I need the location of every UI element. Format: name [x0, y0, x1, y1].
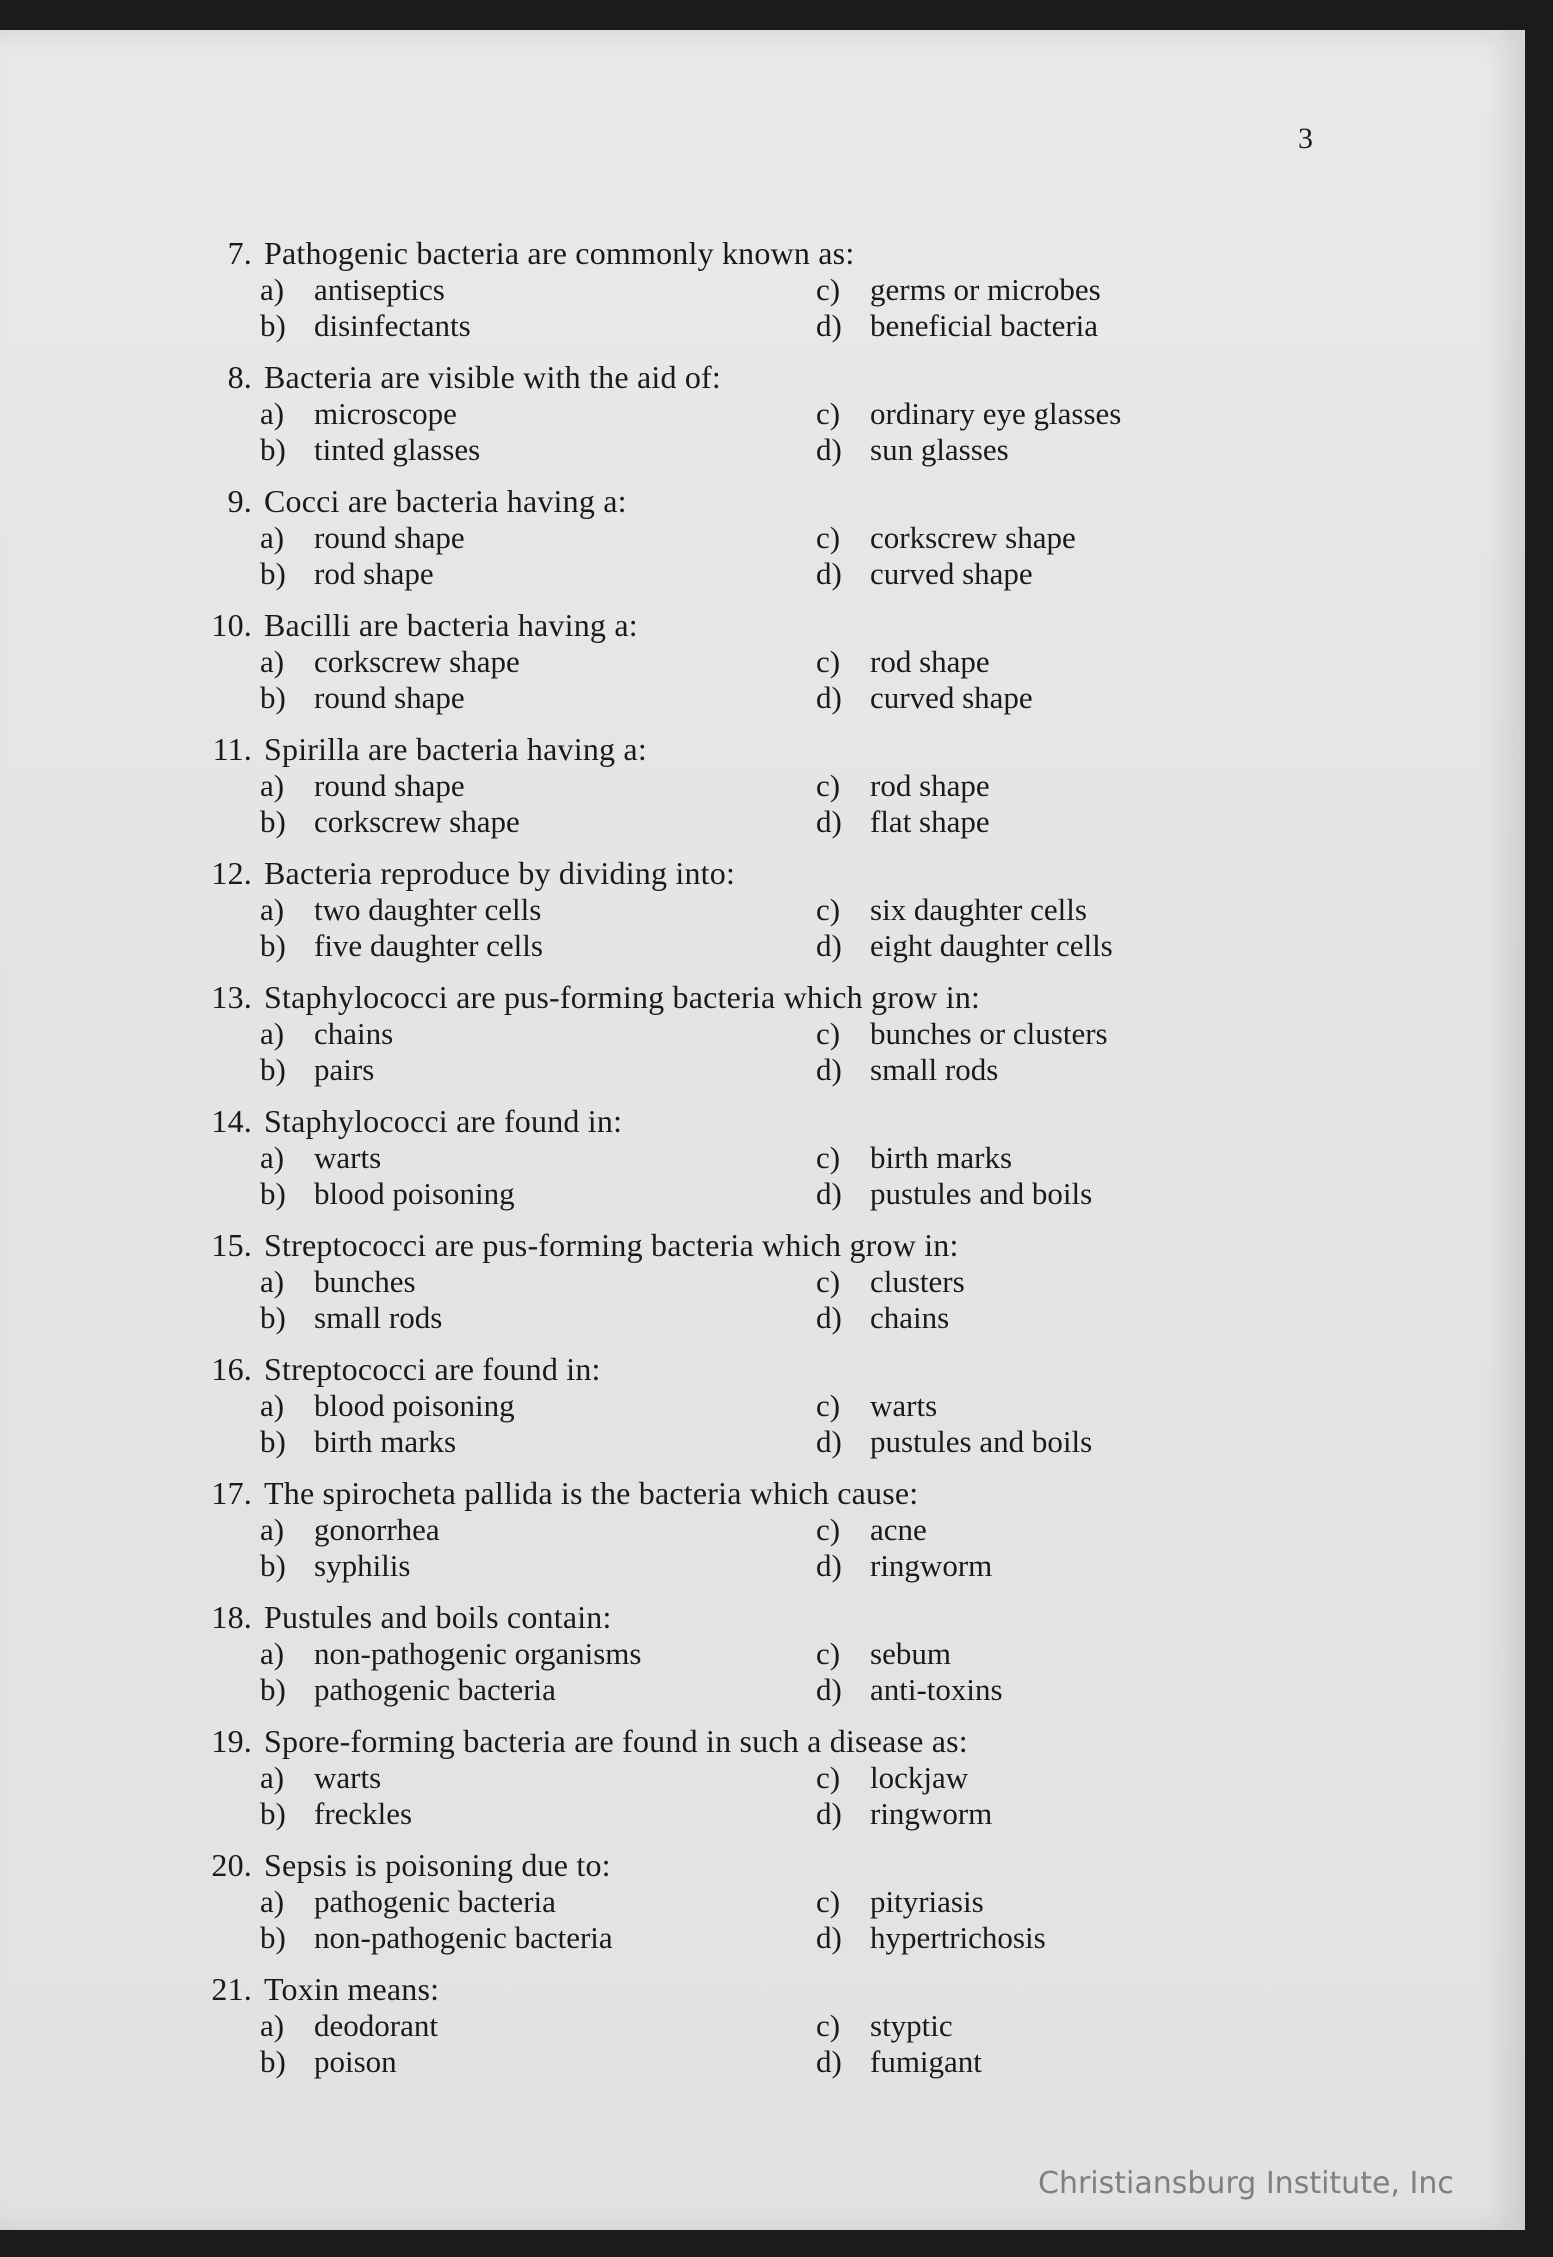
option-letter: c): [816, 272, 841, 307]
option-text: microscope: [314, 396, 457, 431]
option-text: pathogenic bacteria: [314, 1884, 556, 1919]
answer-options: [260, 1636, 1240, 1708]
option-letter: b): [260, 1052, 286, 1087]
option-letter: b): [260, 2044, 286, 2079]
option-letter: c): [816, 1512, 841, 1547]
answer-option: [816, 1176, 1276, 1212]
option-text: ringworm: [870, 1796, 993, 1831]
question-number: 12.: [211, 855, 252, 891]
answer-option: [816, 2044, 1276, 2080]
question-item: [190, 1475, 1240, 1584]
option-text: warts: [314, 1140, 382, 1175]
option-text: bunches: [314, 1264, 416, 1299]
option-text: small rods: [870, 1052, 999, 1087]
option-text: rod shape: [870, 768, 990, 803]
question-number: 17.: [211, 1475, 252, 1511]
option-letter: d): [816, 804, 842, 839]
option-text: round shape: [314, 680, 465, 715]
option-text: antiseptics: [314, 272, 445, 307]
option-text: disinfectants: [314, 308, 471, 343]
option-text: warts: [314, 1760, 382, 1795]
answer-options: [260, 768, 1240, 840]
answer-option: [260, 556, 816, 592]
answer-option: [260, 768, 816, 804]
question-line: [190, 855, 1240, 892]
option-text: rod shape: [870, 644, 990, 679]
option-letter: b): [260, 928, 286, 963]
question-item: [190, 979, 1240, 1088]
question-line: [190, 483, 1240, 520]
option-text: small rods: [314, 1300, 443, 1335]
answer-options: [260, 644, 1240, 716]
option-text: pustules and boils: [870, 1424, 1093, 1459]
option-letter: d): [816, 308, 842, 343]
option-letter: a): [260, 2008, 285, 2043]
question-line: [190, 1723, 1240, 1760]
answer-option: [260, 1548, 816, 1584]
option-text: round shape: [314, 520, 465, 555]
option-text: acne: [870, 1512, 927, 1547]
question-number: 7.: [227, 235, 252, 271]
answer-option: [260, 928, 816, 964]
answer-options: [260, 1760, 1240, 1832]
watermark: Christiansburg Institute, Inc: [1038, 2166, 1454, 2201]
option-text: anti-toxins: [870, 1672, 1003, 1707]
answer-options: [260, 1016, 1240, 1088]
option-text: birth marks: [870, 1140, 1013, 1175]
option-text: syphilis: [314, 1548, 411, 1583]
option-letter: b): [260, 556, 286, 591]
answer-option: [260, 272, 816, 308]
question-item: [190, 1599, 1240, 1708]
option-letter: d): [816, 1672, 842, 1707]
question-item: [190, 235, 1240, 344]
answer-options: [260, 1512, 1240, 1584]
question-text: Staphylococci are pus-forming bacteria which grow in:: [264, 979, 981, 1015]
option-letter: a): [260, 1760, 285, 1795]
answer-options: [260, 1264, 1240, 1336]
answer-option: [816, 1424, 1276, 1460]
option-letter: c): [816, 1388, 841, 1423]
answer-option: [260, 396, 816, 432]
option-letter: a): [260, 1388, 285, 1423]
answer-option: [260, 1884, 816, 1920]
question-item: [190, 1847, 1240, 1956]
option-text: hypertrichosis: [870, 1920, 1046, 1955]
option-letter: d): [816, 1796, 842, 1831]
option-letter: a): [260, 1016, 285, 1051]
option-text: curved shape: [870, 680, 1033, 715]
question-text: Spore-forming bacteria are found in such a disease as:: [264, 1723, 968, 1759]
option-letter: d): [816, 556, 842, 591]
question-text: Pathogenic bacteria are commonly known as:: [264, 235, 855, 271]
option-letter: d): [816, 1176, 842, 1211]
option-letter: a): [260, 1264, 285, 1299]
option-text: sebum: [870, 1636, 951, 1671]
option-letter: c): [816, 1140, 841, 1175]
question-line: [190, 235, 1240, 272]
answer-option: [816, 396, 1276, 432]
option-text: curved shape: [870, 556, 1033, 591]
option-text: non-pathogenic organisms: [314, 1636, 642, 1671]
question-text: Streptococci are pus-forming bacteria which grow in:: [264, 1227, 959, 1263]
option-letter: a): [260, 1884, 285, 1919]
answer-option: [816, 1636, 1276, 1672]
option-letter: b): [260, 432, 286, 467]
answer-option: [816, 272, 1276, 308]
option-letter: b): [260, 1424, 286, 1459]
option-text: poison: [314, 2044, 397, 2079]
option-text: five daughter cells: [314, 928, 543, 963]
question-line: [190, 1599, 1240, 1636]
option-text: corkscrew shape: [870, 520, 1076, 555]
option-text: lockjaw: [870, 1760, 969, 1795]
question-text: Toxin means:: [264, 1971, 440, 2007]
answer-option: [816, 1264, 1276, 1300]
answer-option: [260, 1920, 816, 1956]
answer-option: [260, 1300, 816, 1336]
option-text: beneficial bacteria: [870, 308, 1099, 343]
question-text: Cocci are bacteria having a:: [264, 483, 627, 519]
answer-option: [816, 1672, 1276, 1708]
option-text: chains: [314, 1016, 394, 1051]
option-text: warts: [870, 1388, 938, 1423]
question-number: 9.: [227, 483, 252, 519]
question-line: [190, 979, 1240, 1016]
answer-option: [816, 892, 1276, 928]
answer-options: [260, 1884, 1240, 1956]
option-text: birth marks: [314, 1424, 457, 1459]
option-letter: d): [816, 2044, 842, 2079]
answer-option: [260, 1760, 816, 1796]
option-text: six daughter cells: [870, 892, 1087, 927]
option-text: pityriasis: [870, 1884, 984, 1919]
answer-option: [260, 432, 816, 468]
question-number: 16.: [211, 1351, 252, 1387]
answer-option: [816, 1760, 1276, 1796]
option-letter: b): [260, 1672, 286, 1707]
option-letter: a): [260, 272, 285, 307]
option-letter: b): [260, 804, 286, 839]
option-text: styptic: [870, 2008, 953, 2043]
answer-options: [260, 2008, 1240, 2080]
question-item: [190, 359, 1240, 468]
question-item: [190, 1103, 1240, 1212]
question-text: Streptococci are found in:: [264, 1351, 601, 1387]
question-text: Pustules and boils contain:: [264, 1599, 612, 1635]
answer-option: [816, 1300, 1276, 1336]
question-number: 18.: [211, 1599, 252, 1635]
question-item: [190, 1351, 1240, 1460]
option-text: tinted glasses: [314, 432, 481, 467]
answer-option: [260, 1672, 816, 1708]
answer-option: [816, 804, 1276, 840]
answer-option: [816, 2008, 1276, 2044]
option-letter: a): [260, 644, 285, 679]
question-number: 14.: [211, 1103, 252, 1139]
option-letter: d): [816, 1300, 842, 1335]
option-letter: b): [260, 1548, 286, 1583]
answer-option: [260, 1388, 816, 1424]
option-text: non-pathogenic bacteria: [314, 1920, 613, 1955]
answer-option: [260, 520, 816, 556]
question-line: [190, 607, 1240, 644]
option-letter: a): [260, 520, 285, 555]
question-item: [190, 1971, 1240, 2080]
answer-option: [816, 1548, 1276, 1584]
option-letter: c): [816, 644, 841, 679]
option-letter: c): [816, 1884, 841, 1919]
question-text: Bacilli are bacteria having a:: [264, 607, 638, 643]
answer-option: [816, 556, 1276, 592]
option-text: eight daughter cells: [870, 928, 1113, 963]
option-letter: d): [816, 928, 842, 963]
question-item: [190, 483, 1240, 592]
answer-option: [816, 432, 1276, 468]
question-number: 11.: [212, 731, 252, 767]
option-letter: d): [816, 1548, 842, 1583]
option-letter: b): [260, 1300, 286, 1335]
question-item: [190, 607, 1240, 716]
option-letter: a): [260, 892, 285, 927]
option-text: pairs: [314, 1052, 375, 1087]
option-letter: d): [816, 1920, 842, 1955]
answer-options: [260, 892, 1240, 964]
option-letter: c): [816, 892, 841, 927]
question-number: 13.: [211, 979, 252, 1015]
question-item: [190, 1723, 1240, 1832]
document-page: [0, 30, 1525, 2230]
option-text: two daughter cells: [314, 892, 542, 927]
answer-option: [260, 2044, 816, 2080]
question-line: [190, 1971, 1240, 2008]
answer-options: [260, 396, 1240, 468]
question-text: Sepsis is poisoning due to:: [264, 1847, 611, 1883]
option-text: chains: [870, 1300, 950, 1335]
option-letter: b): [260, 1796, 286, 1831]
question-list: [190, 235, 1240, 2095]
option-letter: b): [260, 1176, 286, 1211]
option-letter: a): [260, 1636, 285, 1671]
option-letter: d): [816, 680, 842, 715]
option-letter: c): [816, 1264, 841, 1299]
question-number: 15.: [211, 1227, 252, 1263]
option-letter: d): [816, 1424, 842, 1459]
answer-option: [816, 1388, 1276, 1424]
answer-option: [260, 644, 816, 680]
answer-option: [260, 308, 816, 344]
answer-option: [260, 1796, 816, 1832]
option-text: ordinary eye glasses: [870, 396, 1122, 431]
option-letter: b): [260, 1920, 286, 1955]
answer-option: [816, 1512, 1276, 1548]
option-text: gonorrhea: [314, 1512, 440, 1547]
option-text: pustules and boils: [870, 1176, 1093, 1211]
option-text: deodorant: [314, 2008, 438, 2043]
option-letter: c): [816, 396, 841, 431]
option-letter: c): [816, 1636, 841, 1671]
option-letter: b): [260, 680, 286, 715]
question-number: 20.: [211, 1847, 252, 1883]
question-item: [190, 731, 1240, 840]
option-letter: d): [816, 432, 842, 467]
question-number: 8.: [227, 359, 252, 395]
option-text: germs or microbes: [870, 272, 1101, 307]
option-letter: a): [260, 396, 285, 431]
answer-option: [260, 1052, 816, 1088]
option-text: corkscrew shape: [314, 804, 520, 839]
option-letter: c): [816, 1760, 841, 1795]
question-text: Spirilla are bacteria having a:: [264, 731, 647, 767]
answer-option: [816, 1920, 1276, 1956]
option-text: clusters: [870, 1264, 965, 1299]
answer-option: [260, 892, 816, 928]
answer-option: [816, 1884, 1276, 1920]
question-line: [190, 1103, 1240, 1140]
option-text: blood poisoning: [314, 1176, 515, 1211]
question-line: [190, 1475, 1240, 1512]
question-line: [190, 359, 1240, 396]
option-text: bunches or clusters: [870, 1016, 1108, 1051]
option-text: freckles: [314, 1796, 413, 1831]
option-letter: a): [260, 1140, 285, 1175]
question-number: 10.: [211, 607, 252, 643]
answer-options: [260, 272, 1240, 344]
answer-option: [816, 644, 1276, 680]
answer-option: [816, 1796, 1276, 1832]
question-text: Bacteria are visible with the aid of:: [264, 359, 722, 395]
option-text: pathogenic bacteria: [314, 1672, 556, 1707]
question-item: [190, 1227, 1240, 1336]
option-text: sun glasses: [870, 432, 1009, 467]
option-text: ringworm: [870, 1548, 993, 1583]
question-item: [190, 855, 1240, 964]
answer-option: [260, 804, 816, 840]
option-text: round shape: [314, 768, 465, 803]
option-text: flat shape: [870, 804, 990, 839]
option-letter: c): [816, 768, 841, 803]
option-letter: c): [816, 520, 841, 555]
question-text: The spirocheta pallida is the bacteria which cause:: [264, 1475, 919, 1511]
question-line: [190, 1227, 1240, 1264]
option-letter: c): [816, 1016, 841, 1051]
answer-options: [260, 1388, 1240, 1460]
question-line: [190, 731, 1240, 768]
answer-option: [816, 768, 1276, 804]
answer-option: [260, 1140, 816, 1176]
question-number: 19.: [211, 1723, 252, 1759]
option-text: fumigant: [870, 2044, 982, 2079]
question-number: 21.: [211, 1971, 252, 2007]
answer-option: [260, 2008, 816, 2044]
option-text: corkscrew shape: [314, 644, 520, 679]
answer-option: [260, 1176, 816, 1212]
question-line: [190, 1351, 1240, 1388]
answer-option: [260, 1016, 816, 1052]
answer-option: [260, 1512, 816, 1548]
answer-options: [260, 1140, 1240, 1212]
answer-option: [816, 680, 1276, 716]
page-number: 3: [1298, 122, 1313, 155]
answer-option: [816, 520, 1276, 556]
answer-option: [816, 1016, 1276, 1052]
option-letter: a): [260, 768, 285, 803]
option-text: blood poisoning: [314, 1388, 515, 1423]
option-letter: c): [816, 2008, 841, 2043]
answer-option: [816, 928, 1276, 964]
answer-option: [260, 1264, 816, 1300]
option-text: rod shape: [314, 556, 434, 591]
answer-option: [816, 1140, 1276, 1176]
answer-option: [816, 308, 1276, 344]
question-line: [190, 1847, 1240, 1884]
answer-option: [260, 1636, 816, 1672]
answer-option: [816, 1052, 1276, 1088]
option-letter: d): [816, 1052, 842, 1087]
answer-option: [260, 680, 816, 716]
option-letter: b): [260, 308, 286, 343]
answer-option: [260, 1424, 816, 1460]
question-text: Staphylococci are found in:: [264, 1103, 623, 1139]
question-text: Bacteria reproduce by dividing into:: [264, 855, 736, 891]
option-letter: a): [260, 1512, 285, 1547]
answer-options: [260, 520, 1240, 592]
